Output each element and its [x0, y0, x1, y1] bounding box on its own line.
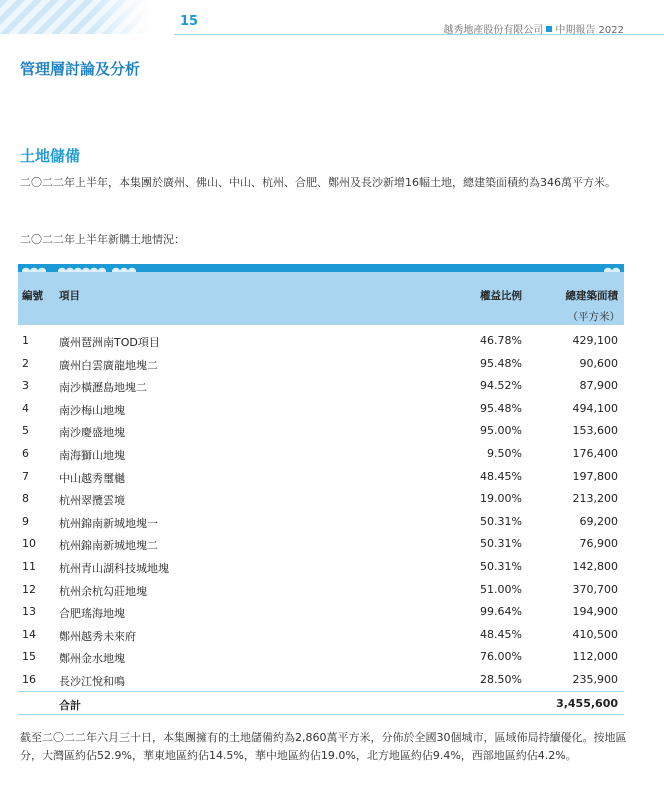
- row-area: 429,100: [572, 334, 618, 347]
- row-number: 1: [22, 334, 29, 347]
- row-number: 10: [22, 537, 36, 551]
- row-area: 153,600: [572, 424, 618, 438]
- report-name: 中期報告 2022: [555, 25, 624, 36]
- row-number: 12: [22, 582, 36, 596]
- cloud-decoration: [112, 264, 136, 272]
- row-area: 197,800: [572, 469, 618, 483]
- row-project: 鄭州金水地塊: [59, 652, 125, 666]
- intro-paragraph: 二〇二二年上半年，本集團於廣州、佛山、中山、杭州、合肥、鄭州及長沙新增16幅土地，總建築面積約為346萬平方米。: [20, 176, 616, 189]
- row-ratio: 99.64%: [480, 605, 522, 619]
- row-ratio: 50.31%: [480, 537, 522, 551]
- table-row: [18, 442, 624, 465]
- table-row: [18, 397, 624, 420]
- row-number: 11: [22, 559, 36, 573]
- table-row: [18, 510, 624, 533]
- table-row: [18, 329, 624, 352]
- cloud-decoration: [58, 264, 106, 272]
- header-ratio: 權益比例: [480, 290, 522, 302]
- row-area: 87,900: [579, 379, 618, 393]
- row-number: 4: [22, 401, 29, 415]
- row-ratio: 48.45%: [480, 627, 522, 641]
- row-area: 112,000: [572, 650, 618, 664]
- row-area: 76,900: [579, 537, 618, 551]
- row-ratio: 95.48%: [480, 401, 522, 415]
- summary-paragraph: 截至二〇二二年六月三十日，本集團擁有的土地儲備約為2,860萬平方米，分佈於全國30個城市，區域佈局持續優化。按地區分，大灣區約佔52.9%，華東地區約佔14.5%，華中地區約佔19.0%，北方地區約佔9.4%，西部地區約佔4.2%。: [20, 731, 627, 762]
- row-project: 杭州錦南新城地塊一: [59, 516, 158, 530]
- row-project: 杭州余杭勾莊地塊: [59, 584, 147, 598]
- row-ratio: 95.00%: [480, 424, 522, 438]
- table-row: [18, 555, 624, 578]
- corner-decoration: [0, 0, 150, 34]
- row-project: 杭州翠攬雲境: [59, 494, 125, 508]
- row-ratio: 76.00%: [480, 650, 522, 664]
- table-row: [18, 419, 624, 442]
- table-row: [18, 532, 624, 555]
- section-title: 管理層討論及分析: [20, 60, 141, 78]
- row-ratio: 50.31%: [480, 514, 522, 528]
- row-area: 194,900: [572, 605, 618, 619]
- row-project: 南海獅山地塊: [59, 448, 125, 462]
- row-area: 410,500: [572, 627, 618, 641]
- row-number: 3: [22, 379, 29, 393]
- row-ratio: 9.50%: [487, 446, 522, 460]
- row-ratio: 19.00%: [480, 492, 522, 506]
- row-ratio: 50.31%: [480, 559, 522, 573]
- row-project: 中山越秀璽樾: [59, 471, 125, 485]
- row-ratio: 46.78%: [480, 334, 522, 347]
- row-ratio: 94.52%: [480, 379, 522, 393]
- row-project: 南沙梅山地塊: [59, 403, 125, 417]
- header-area-unit: （平方米）: [567, 311, 620, 323]
- table-caption: 二〇二二年上半年新購土地情況：: [20, 233, 185, 246]
- table-row: [18, 578, 624, 601]
- row-area: 142,800: [572, 559, 618, 573]
- header-area: 總建築面積: [565, 290, 618, 302]
- row-number: 9: [22, 514, 29, 528]
- row-project: 廣州琶洲南TOD項目: [59, 336, 160, 349]
- row-project: 長沙江悅和鳴: [59, 674, 125, 688]
- row-number: 14: [22, 627, 36, 641]
- row-number: 2: [22, 356, 29, 370]
- row-project: 合肥瑤海地塊: [59, 607, 125, 621]
- row-project: 杭州錦南新城地塊二: [59, 539, 158, 553]
- total-label: 合計: [59, 698, 81, 712]
- running-header: [443, 21, 624, 36]
- row-ratio: 28.50%: [480, 672, 522, 686]
- row-area: 494,100: [572, 401, 618, 415]
- row-area: 213,200: [572, 492, 618, 506]
- table-top-band: [18, 264, 624, 272]
- table-row: [18, 465, 624, 488]
- row-ratio: 51.00%: [480, 582, 522, 596]
- header-name: 項目: [59, 290, 80, 302]
- row-area: 69,200: [579, 514, 618, 528]
- row-number: 8: [22, 492, 29, 506]
- page-number: 15: [180, 14, 199, 29]
- row-project: 鄭州越秀未來府: [59, 629, 136, 643]
- row-number: 6: [22, 446, 29, 460]
- table-row: [18, 600, 624, 623]
- row-ratio: 48.45%: [480, 469, 522, 483]
- square-bullet-icon: [546, 26, 552, 32]
- row-ratio: 95.48%: [480, 356, 522, 370]
- row-area: 370,700: [572, 582, 618, 596]
- row-number: 13: [22, 605, 36, 619]
- row-number: 7: [22, 469, 29, 483]
- cloud-decoration: [22, 264, 46, 272]
- cloud-decoration: [604, 264, 620, 272]
- header-no: 編號: [22, 290, 43, 302]
- row-number: 16: [22, 672, 36, 686]
- table-header: [18, 272, 624, 325]
- land-table: [18, 264, 624, 715]
- table-body: [18, 329, 624, 691]
- row-project: 南沙慶盛地塊: [59, 426, 125, 440]
- table-row: [18, 374, 624, 397]
- table-row: [18, 668, 624, 691]
- table-row: [18, 352, 624, 375]
- row-area: 90,600: [579, 356, 618, 370]
- row-project: 廣州白雲廣龍地塊二: [59, 358, 158, 372]
- table-row: [18, 645, 624, 668]
- company-name: 越秀地產股份有限公司: [443, 25, 544, 36]
- row-number: 15: [22, 650, 36, 664]
- total-row: [18, 691, 624, 715]
- table-row: [18, 623, 624, 646]
- row-area: 235,900: [572, 672, 618, 686]
- row-project: 杭州青山湖科技城地塊: [59, 561, 169, 575]
- row-project: 南沙橫瀝島地塊二: [59, 381, 147, 395]
- row-area: 176,400: [572, 446, 618, 460]
- total-area: 3,455,600: [556, 696, 618, 710]
- row-number: 5: [22, 424, 29, 438]
- table-row: [18, 487, 624, 510]
- sub-title: 土地儲備: [20, 147, 81, 165]
